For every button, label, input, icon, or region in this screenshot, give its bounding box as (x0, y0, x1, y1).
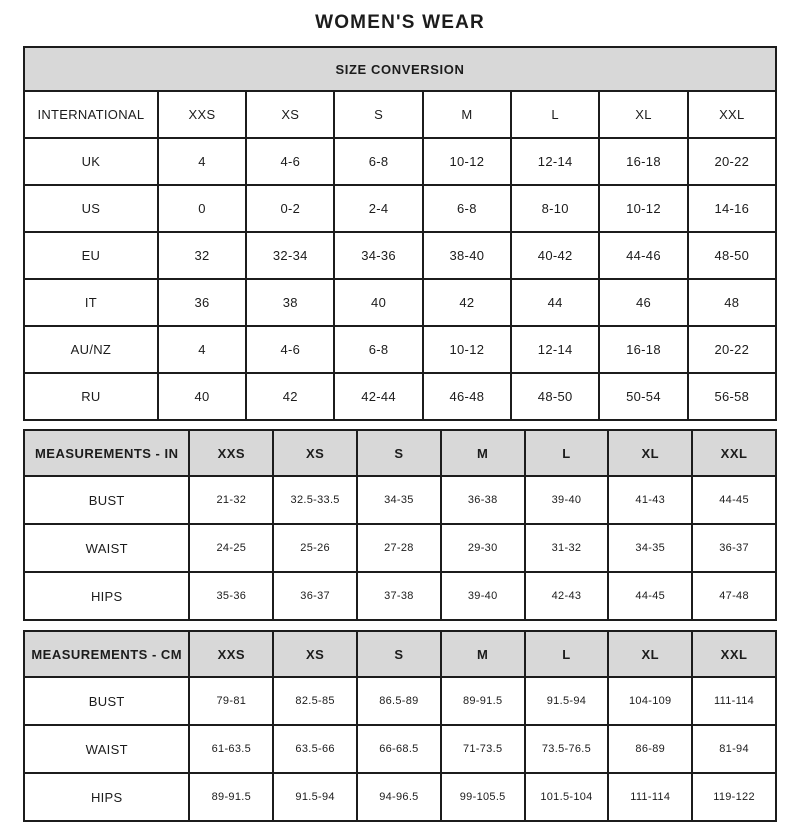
measurements-cm-bust-l: 91.5-94 (525, 677, 609, 725)
size-conversion-header-row (24, 91, 776, 138)
measurements-in-header-s: S (357, 430, 441, 476)
size-conversion-header-xxs: XXS (158, 91, 246, 138)
measurements-in-header-xxl: XXL (692, 430, 776, 476)
measurements-cm-table (23, 630, 777, 822)
measurements-cm-hips-xxl: 119-122 (692, 773, 776, 821)
measurements-in-hips-xl: 44-45 (608, 572, 692, 620)
size-conversion-uk-xs: 4-6 (246, 138, 334, 185)
size-conversion-au-nz-m: 10-12 (423, 326, 511, 373)
measurements-cm-label-bust: BUST (24, 677, 189, 725)
size-conversion-it-m: 42 (423, 279, 511, 326)
measurements-in-waist-xxl: 36-37 (692, 524, 776, 572)
size-conversion-eu-m: 38-40 (423, 232, 511, 279)
size-conversion-ru-s: 42-44 (334, 373, 422, 420)
measurements-cm-waist-xxs: 61-63.5 (189, 725, 273, 773)
size-conversion-label-it: IT (24, 279, 158, 326)
measurements-in-waist-l: 31-32 (525, 524, 609, 572)
measurements-cm-label-hips: HIPS (24, 773, 189, 821)
size-conversion-header-xxl: XXL (688, 91, 776, 138)
size-conversion-au-nz-xxl: 20-22 (688, 326, 776, 373)
size-conversion-us-xl: 10-12 (599, 185, 687, 232)
size-conversion-row-uk (24, 138, 776, 185)
size-conversion-it-xl: 46 (599, 279, 687, 326)
size-conversion-us-l: 8-10 (511, 185, 599, 232)
size-conversion-row-it (24, 279, 776, 326)
measurements-in-bust-m: 36-38 (441, 476, 525, 524)
size-conversion-header-s: S (334, 91, 422, 138)
measurements-cm-waist-xl: 86-89 (608, 725, 692, 773)
measurements-cm-waist-xs: 63.5-66 (273, 725, 357, 773)
page-title: WOMEN'S WEAR (315, 12, 485, 33)
size-conversion-au-nz-s: 6-8 (334, 326, 422, 373)
size-conversion-uk-l: 12-14 (511, 138, 599, 185)
measurements-in-header-m: M (441, 430, 525, 476)
measurements-cm-hips-s: 94-96.5 (357, 773, 441, 821)
size-conversion-header-l: L (511, 91, 599, 138)
measurements-in-header-xl: XL (608, 430, 692, 476)
size-conversion-label-au-nz: AU/NZ (24, 326, 158, 373)
size-conversion-it-xs: 38 (246, 279, 334, 326)
measurements-cm-row-bust (24, 677, 776, 725)
size-conversion-it-xxl: 48 (688, 279, 776, 326)
measurements-cm-label-waist: WAIST (24, 725, 189, 773)
measurements-in-header-row (24, 430, 776, 476)
measurements-in-waist-s: 27-28 (357, 524, 441, 572)
measurements-in-label-hips: HIPS (24, 572, 189, 620)
size-conversion-eu-l: 40-42 (511, 232, 599, 279)
measurements-cm-waist-xxl: 81-94 (692, 725, 776, 773)
size-conversion-us-xxs: 0 (158, 185, 246, 232)
measurements-cm-header-row (24, 631, 776, 677)
size-conversion-label-us: US (24, 185, 158, 232)
measurements-in-waist-xxs: 24-25 (189, 524, 273, 572)
measurements-in-bust-xxl: 44-45 (692, 476, 776, 524)
measurements-cm-bust-s: 86.5-89 (357, 677, 441, 725)
measurements-in-bust-l: 39-40 (525, 476, 609, 524)
measurements-cm-waist-m: 71-73.5 (441, 725, 525, 773)
size-conversion-eu-xl: 44-46 (599, 232, 687, 279)
measurements-in-hips-s: 37-38 (357, 572, 441, 620)
size-conversion-ru-xl: 50-54 (599, 373, 687, 420)
measurements-cm-hips-xs: 91.5-94 (273, 773, 357, 821)
measurements-cm-hips-m: 99-105.5 (441, 773, 525, 821)
size-conversion-uk-m: 10-12 (423, 138, 511, 185)
size-conversion-us-m: 6-8 (423, 185, 511, 232)
size-conversion-eu-xs: 32-34 (246, 232, 334, 279)
measurements-in-hips-m: 39-40 (441, 572, 525, 620)
measurements-in-hips-xxs: 35-36 (189, 572, 273, 620)
measurements-in-hips-xxl: 47-48 (692, 572, 776, 620)
size-conversion-it-l: 44 (511, 279, 599, 326)
size-conversion-us-xxl: 14-16 (688, 185, 776, 232)
measurements-cm-hips-l: 101.5-104 (525, 773, 609, 821)
size-conversion-eu-s: 34-36 (334, 232, 422, 279)
size-conversion-ru-xxl: 56-58 (688, 373, 776, 420)
size-conversion-it-s: 40 (334, 279, 422, 326)
measurements-in-row-hips (24, 572, 776, 620)
measurements-in-waist-xl: 34-35 (608, 524, 692, 572)
measurements-in-label-waist: WAIST (24, 524, 189, 572)
size-conversion-eu-xxl: 48-50 (688, 232, 776, 279)
measurements-in-row-bust (24, 476, 776, 524)
measurements-in-bust-xxs: 21-32 (189, 476, 273, 524)
size-conversion-eu-xxs: 32 (158, 232, 246, 279)
size-conversion-ru-xxs: 40 (158, 373, 246, 420)
measurements-cm-waist-s: 66-68.5 (357, 725, 441, 773)
measurements-in-table (23, 429, 777, 621)
measurements-in-bust-xl: 41-43 (608, 476, 692, 524)
size-conversion-header-xl: XL (599, 91, 687, 138)
measurements-cm-waist-l: 73.5-76.5 (525, 725, 609, 773)
measurements-cm-bust-xxl: 111-114 (692, 677, 776, 725)
measurements-cm-header-xxl: XXL (692, 631, 776, 677)
measurements-cm-header-xxs: XXS (189, 631, 273, 677)
size-conversion-table (23, 46, 777, 421)
size-conversion-header-xs: XS (246, 91, 334, 138)
measurements-cm-bust-xl: 104-109 (608, 677, 692, 725)
measurements-cm-header-l: L (525, 631, 609, 677)
size-conversion-banner-title: SIZE CONVERSION (24, 47, 776, 91)
measurements-in-header-label: MEASUREMENTS - IN (24, 430, 189, 476)
size-conversion-header-label: INTERNATIONAL (24, 91, 158, 138)
measurements-in-label-bust: BUST (24, 476, 189, 524)
size-conversion-us-xs: 0-2 (246, 185, 334, 232)
measurements-in-waist-m: 29-30 (441, 524, 525, 572)
measurements-cm-hips-xl: 111-114 (608, 773, 692, 821)
measurements-in-header-xxs: XXS (189, 430, 273, 476)
measurements-in-bust-xs: 32.5-33.5 (273, 476, 357, 524)
size-conversion-au-nz-xxs: 4 (158, 326, 246, 373)
measurements-in-row-waist (24, 524, 776, 572)
measurements-cm-bust-xs: 82.5-85 (273, 677, 357, 725)
size-conversion-row-au-nz (24, 326, 776, 373)
size-conversion-us-s: 2-4 (334, 185, 422, 232)
measurements-in-waist-xs: 25-26 (273, 524, 357, 572)
size-conversion-au-nz-l: 12-14 (511, 326, 599, 373)
size-conversion-ru-m: 46-48 (423, 373, 511, 420)
measurements-in-header-l: L (525, 430, 609, 476)
size-conversion-uk-xl: 16-18 (599, 138, 687, 185)
measurements-in-hips-xs: 36-37 (273, 572, 357, 620)
size-conversion-header-m: M (423, 91, 511, 138)
size-conversion-row-ru (24, 373, 776, 420)
size-conversion-label-eu: EU (24, 232, 158, 279)
measurements-cm-header-m: M (441, 631, 525, 677)
size-conversion-ru-l: 48-50 (511, 373, 599, 420)
measurements-cm-header-xl: XL (608, 631, 692, 677)
size-conversion-row-eu (24, 232, 776, 279)
size-conversion-au-nz-xs: 4-6 (246, 326, 334, 373)
size-conversion-label-ru: RU (24, 373, 158, 420)
measurements-cm-header-s: S (357, 631, 441, 677)
size-conversion-uk-s: 6-8 (334, 138, 422, 185)
size-conversion-label-uk: UK (24, 138, 158, 185)
measurements-cm-bust-m: 89-91.5 (441, 677, 525, 725)
measurements-cm-row-waist (24, 725, 776, 773)
measurements-in-bust-s: 34-35 (357, 476, 441, 524)
measurements-cm-header-label: MEASUREMENTS - CM (24, 631, 189, 677)
measurements-cm-bust-xxs: 79-81 (189, 677, 273, 725)
size-conversion-uk-xxl: 20-22 (688, 138, 776, 185)
size-conversion-row-us (24, 185, 776, 232)
measurements-cm-header-xs: XS (273, 631, 357, 677)
size-conversion-ru-xs: 42 (246, 373, 334, 420)
size-conversion-banner-row (24, 47, 776, 91)
size-conversion-au-nz-xl: 16-18 (599, 326, 687, 373)
measurements-cm-row-hips (24, 773, 776, 821)
measurements-in-header-xs: XS (273, 430, 357, 476)
size-conversion-uk-xxs: 4 (158, 138, 246, 185)
size-conversion-it-xxs: 36 (158, 279, 246, 326)
measurements-cm-hips-xxs: 89-91.5 (189, 773, 273, 821)
measurements-in-hips-l: 42-43 (525, 572, 609, 620)
